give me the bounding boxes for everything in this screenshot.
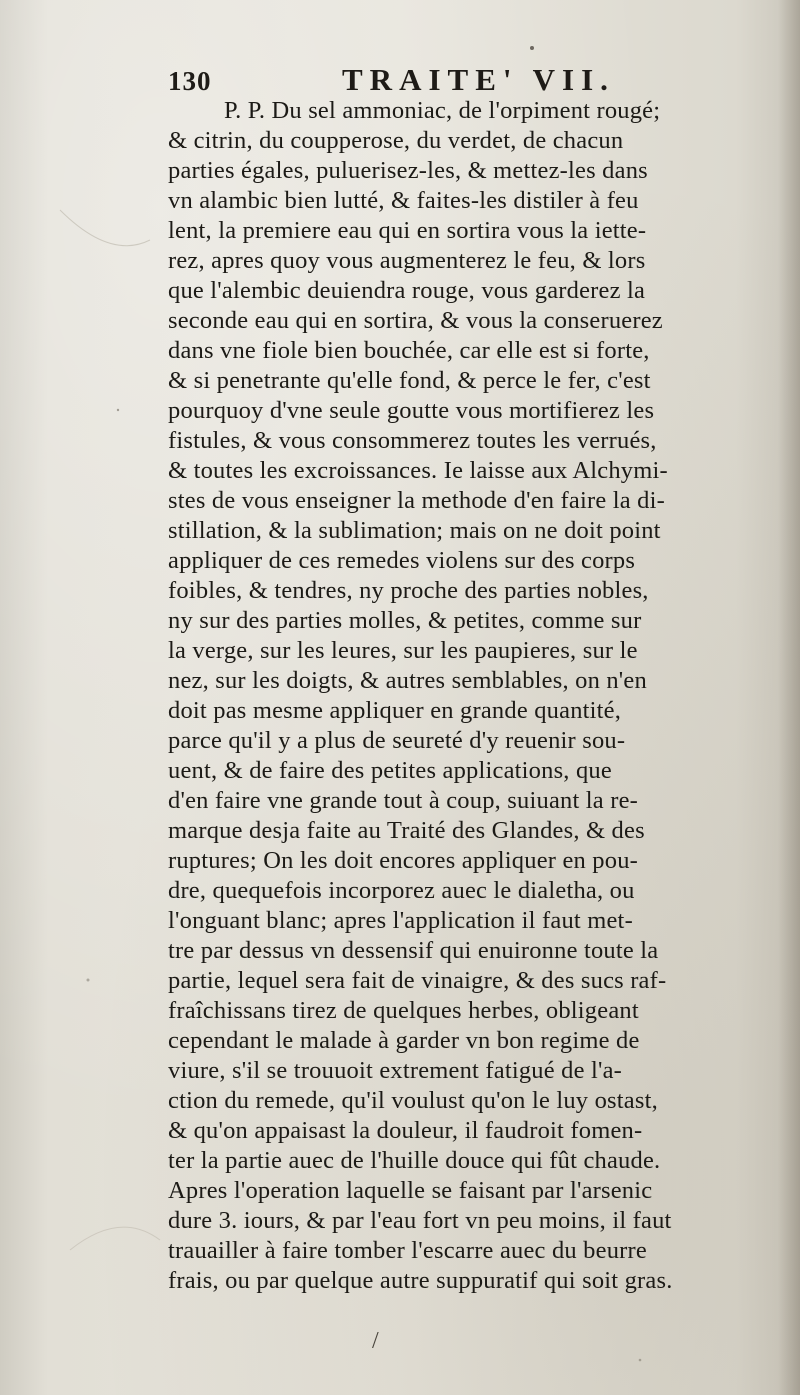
text-line: fraîchissans tirez de quelques herbes, obligeant <box>168 997 639 1024</box>
text-line: fistules, & vous consommerez toutes les verrués, <box>168 427 657 454</box>
text-line: parce qu'il y a plus de seureté d'y reuenir sou- <box>168 727 626 754</box>
text-line: ction du remede, qu'il voulust qu'on le luy ostast, <box>168 1087 658 1114</box>
text-line: ny sur des parties molles, & petites, comme sur <box>168 607 642 634</box>
text-line: tre par dessus vn dessensif qui enuironne toute la <box>168 937 659 964</box>
text-line: pourquoy d'vne seule goutte vous mortifierez les <box>168 397 655 424</box>
text-line: trauailler à faire tomber l'escarre auec du beurre <box>168 1237 647 1264</box>
text-line: appliquer de ces remedes violens sur des corps <box>168 547 636 574</box>
running-title: TRAITE' VII. <box>342 62 615 97</box>
text-line: seconde eau qui en sortira, & vous la conseruerez <box>168 307 663 334</box>
text-line: partie, lequel sera fait de vinaigre, & des sucs raf- <box>168 967 667 994</box>
text-line: dre, quequefois incorporez auec le dialetha, ou <box>168 877 635 904</box>
text-line: P. P. Du sel ammoniac, de l'orpiment rougé; <box>224 97 661 124</box>
text-line: lent, la premiere eau qui en sortira vous la iette- <box>168 217 647 244</box>
text-line: & citrin, du coupperose, du verdet, de chacun <box>168 127 624 154</box>
text-line: & qu'on appaisast la douleur, il faudroit fomen- <box>168 1117 643 1144</box>
text-line: foibles, & tendres, ny proche des parties nobles, <box>168 577 649 604</box>
text-line: uent, & de faire des petites applications, que <box>168 757 612 784</box>
body-text <box>168 96 800 1296</box>
text-line: vn alambic bien lutté, & faites-les distiler à feu <box>168 187 639 214</box>
text-line: rez, apres quoy vous augmenterez le feu, & lors <box>168 247 646 274</box>
text-line: marque desja faite au Traité des Glandes, & des <box>168 817 645 844</box>
text-line: nez, sur les doigts, & autres semblables, on n'en <box>168 667 647 694</box>
text-line: Apres l'operation laquelle se faisant par l'arsenic <box>168 1177 653 1204</box>
text-line: stes de vous enseigner la methode d'en faire la di- <box>168 487 665 514</box>
page-number: 130 <box>168 66 212 96</box>
text-line: & si penetrante qu'elle fond, & perce le fer, c'est <box>168 367 651 394</box>
text-line: & toutes les excroissances. Ie laisse aux Alchymi- <box>168 457 668 484</box>
text-line: viure, s'il se trouuoit extrement fatigué de l'a- <box>168 1057 623 1084</box>
text-line: dans vne fiole bien bouchée, car elle est si forte, <box>168 337 650 364</box>
text-line: l'onguant blanc; apres l'application il faut met- <box>168 907 633 934</box>
text-line: frais, ou par quelque autre suppuratif qui soit gras. <box>168 1267 673 1294</box>
text-line: dure 3. iours, & par l'eau fort vn peu moins, il faut <box>168 1207 672 1234</box>
text-line: stillation, & la sublimation; mais on ne doit point <box>168 517 661 544</box>
text-line: doit pas mesme appliquer en grande quantité, <box>168 697 622 724</box>
text-line: la verge, sur les leures, sur les paupieres, sur le <box>168 637 638 664</box>
text-line: cependant le malade à garder vn bon regime de <box>168 1027 640 1054</box>
bottom-margin-mark: / <box>372 1328 379 1354</box>
text-line: parties égales, puluerisez-les, & mettez-les dans <box>168 157 648 184</box>
text-line: d'en faire vne grande tout à coup, suiuant la re- <box>168 787 639 814</box>
text-line: ruptures; On les doit encores appliquer en pou- <box>168 847 639 874</box>
text-line: que l'alembic deuiendra rouge, vous garderez la <box>168 277 646 304</box>
text-line: ter la partie auec de l'huille douce qui fût chaude. <box>168 1147 661 1174</box>
